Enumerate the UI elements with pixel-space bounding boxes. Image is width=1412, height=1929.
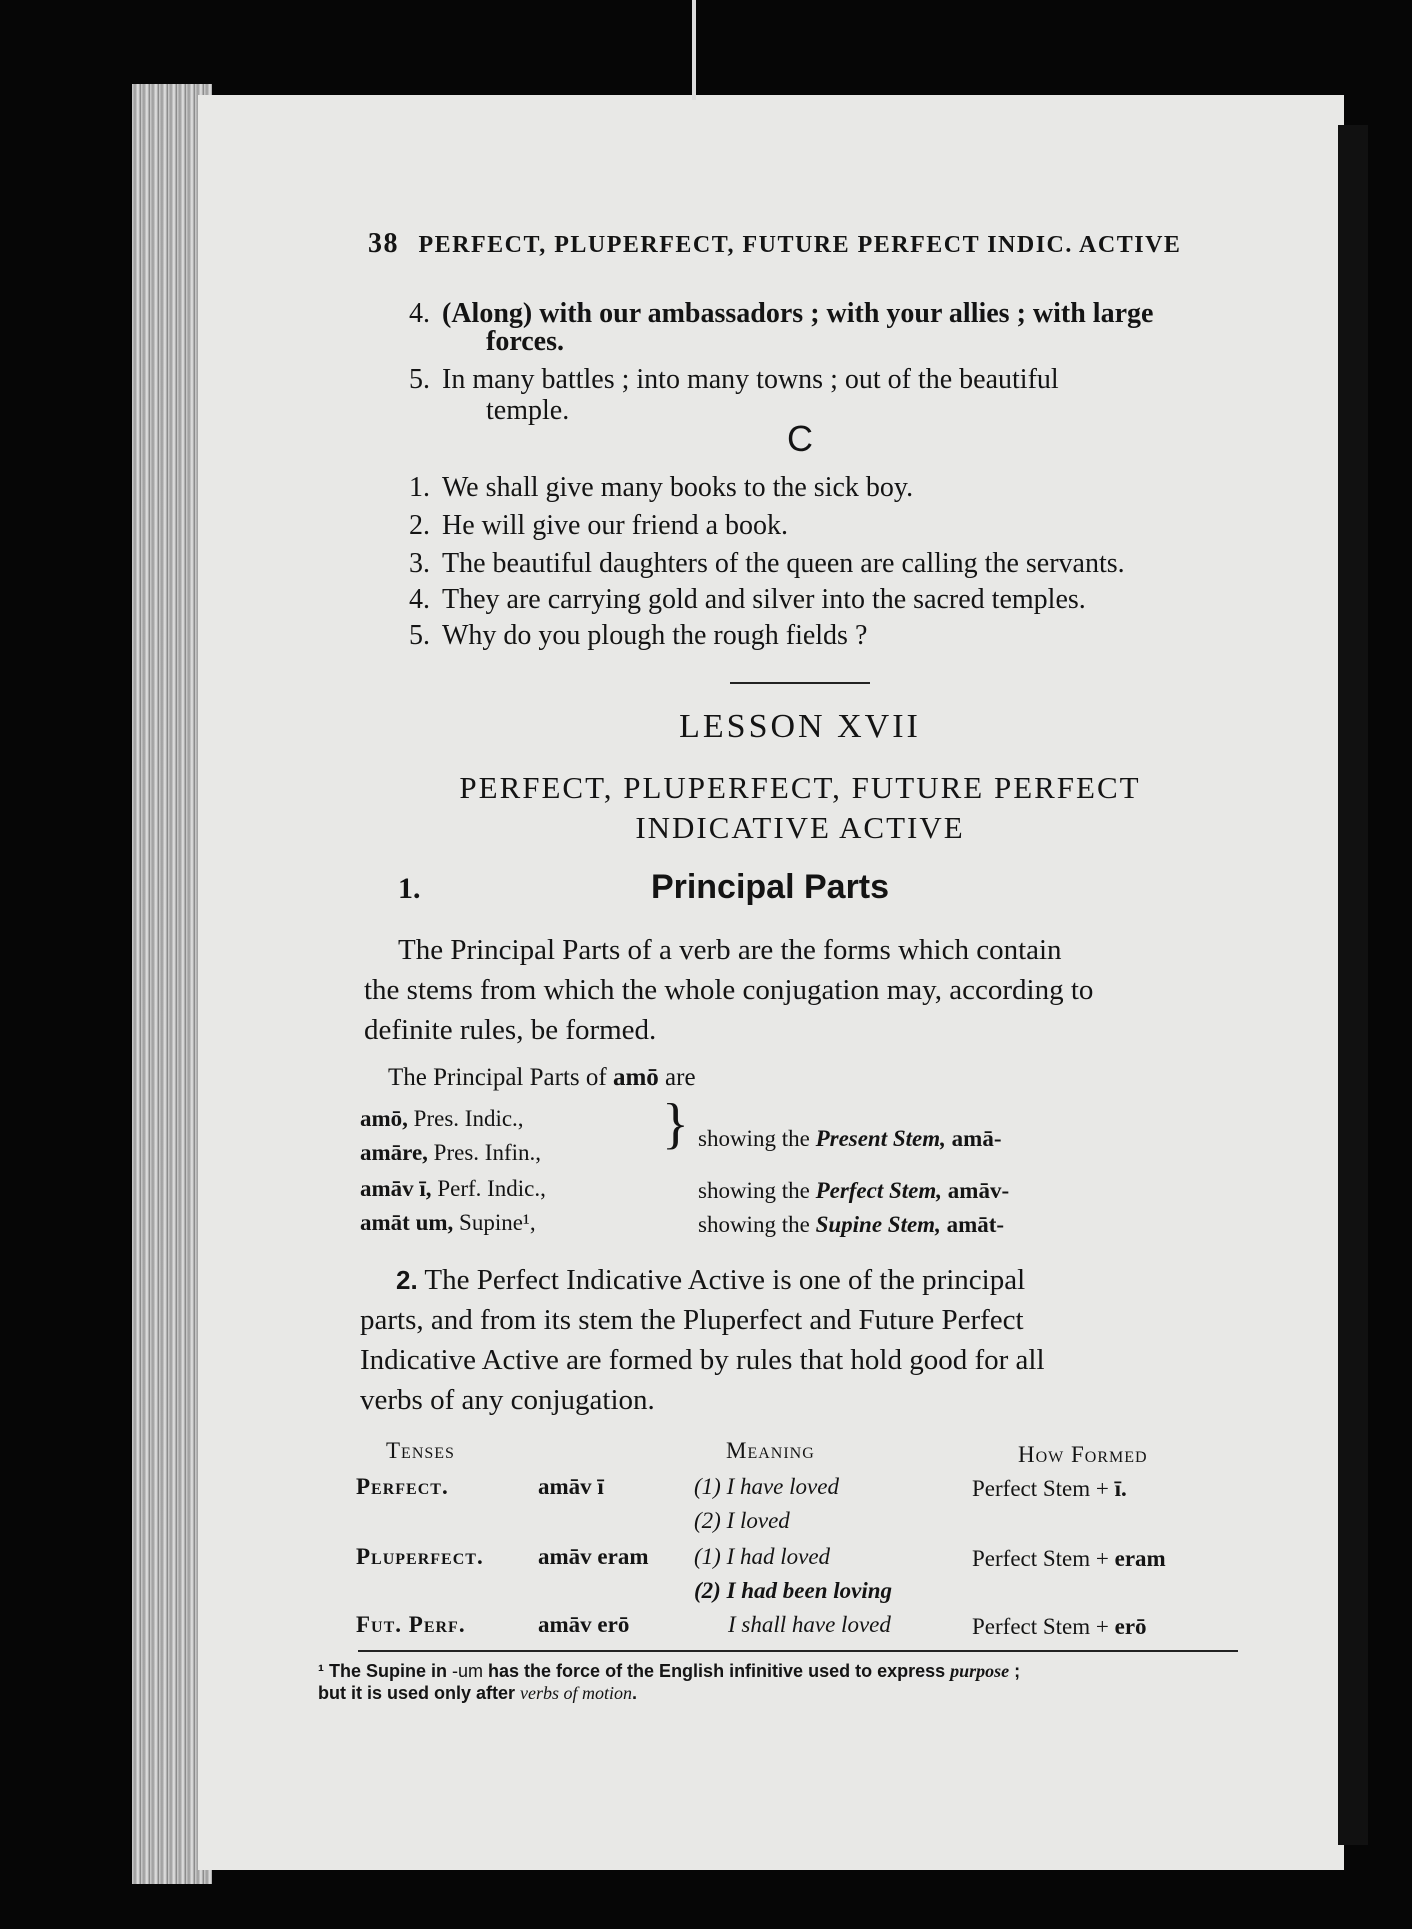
list-item: 3. The beautiful daughters of the queen are calling the servants. [409, 548, 1125, 579]
paragraph-line: the stems from which the whole conjugation may, according to [364, 974, 1094, 1006]
list-item-continuation: temple. [486, 395, 570, 426]
paragraph-line: 2. The Perfect Indicative Active is one of the principal [396, 1264, 1026, 1296]
table-tense: Fut. Perf. [356, 1612, 466, 1637]
table-how-formed: Perfect Stem + eram [972, 1546, 1166, 1571]
footnote-rule [358, 1650, 1238, 1652]
list-item: 4. (Along) with our ambassadors ; with your allies ; with large [409, 298, 1154, 329]
list-item: 1. We shall give many books to the sick boy. [409, 472, 914, 503]
lesson-title: LESSON XVII [679, 708, 921, 745]
table-meaning: (2) I loved [694, 1508, 790, 1533]
section-divider [730, 682, 870, 684]
table-tense: Pluperfect. [356, 1544, 484, 1569]
table-how-formed: Perfect Stem + erō [972, 1614, 1147, 1639]
table-header-how-formed: How Formed [1018, 1442, 1148, 1467]
table-tense: Perfect. [356, 1474, 449, 1499]
table-header-tenses: Tenses [386, 1438, 455, 1463]
table-meaning: (1) I had loved [694, 1544, 831, 1569]
principal-part: amō, Pres. Indic., [360, 1106, 524, 1131]
list-item-continuation: forces. [486, 326, 564, 357]
footnote [318, 1660, 1238, 1704]
table-form: amāv ī [538, 1474, 604, 1499]
paragraph-line: parts, and from its stem the Pluperfect and Future Perfect [360, 1304, 1024, 1336]
grouping-brace: } [662, 1093, 689, 1155]
binding-thread [692, 0, 696, 100]
list-item: 4. They are carrying gold and silver into the sacred temples. [409, 584, 1086, 615]
footnote-line: but it is used only after verbs of motion. [318, 1683, 638, 1703]
principal-parts-intro: The Principal Parts of amō are [388, 1064, 696, 1091]
running-title: PERFECT, PLUPERFECT, FUTURE PERFECT INDIC. ACTIVE [418, 232, 1182, 258]
principal-part: amāt um, Supine¹, [360, 1210, 536, 1235]
table-header-meaning: Meaning [726, 1438, 815, 1463]
list-item: 5. Why do you plough the rough fields ? [409, 620, 868, 651]
table-form: amāv erō [538, 1612, 630, 1637]
lesson-subtitle-line2: INDICATIVE ACTIVE [635, 810, 965, 845]
list-item: 5. In many battles ; into many towns ; out of the beautiful [409, 364, 1059, 395]
section-number: 1. [398, 872, 421, 905]
stem-note: showing the Present Stem, amā- [698, 1126, 1002, 1151]
table-how-formed: Perfect Stem + ī. [972, 1476, 1127, 1501]
principal-part: amāv ī, Perf. Indic., [360, 1176, 546, 1201]
facing-page-edge [1338, 125, 1368, 1845]
stem-note: showing the Supine Stem, amāt- [698, 1212, 1005, 1237]
paragraph-line: The Principal Parts of a verb are the forms which contain [398, 934, 1062, 966]
table-form: amāv eram [538, 1544, 649, 1569]
paragraph-line: Indicative Active are formed by rules that hold good for all [360, 1344, 1045, 1376]
section-heading: Principal Parts [650, 868, 890, 906]
table-meaning: (2) I had been loving [694, 1578, 893, 1603]
footnote-line: ¹ The Supine in -um has the force of the English infinitive used to express purpose ; [318, 1661, 1021, 1681]
page-number: 38 [368, 228, 399, 259]
running-header [368, 228, 1188, 260]
principal-part: amāre, Pres. Infin., [360, 1140, 541, 1165]
stem-note: showing the Perfect Stem, amāv- [698, 1178, 1010, 1203]
list-item: 2. He will give our friend a book. [409, 510, 789, 541]
lesson-subtitle-line1: PERFECT, PLUPERFECT, FUTURE PERFECT [459, 770, 1141, 805]
paragraph-line: definite rules, be formed. [364, 1014, 657, 1046]
paragraph-line: verbs of any conjugation. [360, 1384, 655, 1416]
table-meaning: I shall have loved [728, 1612, 891, 1637]
table-meaning: (1) I have loved [694, 1474, 839, 1499]
section-c-heading: C [787, 418, 813, 459]
